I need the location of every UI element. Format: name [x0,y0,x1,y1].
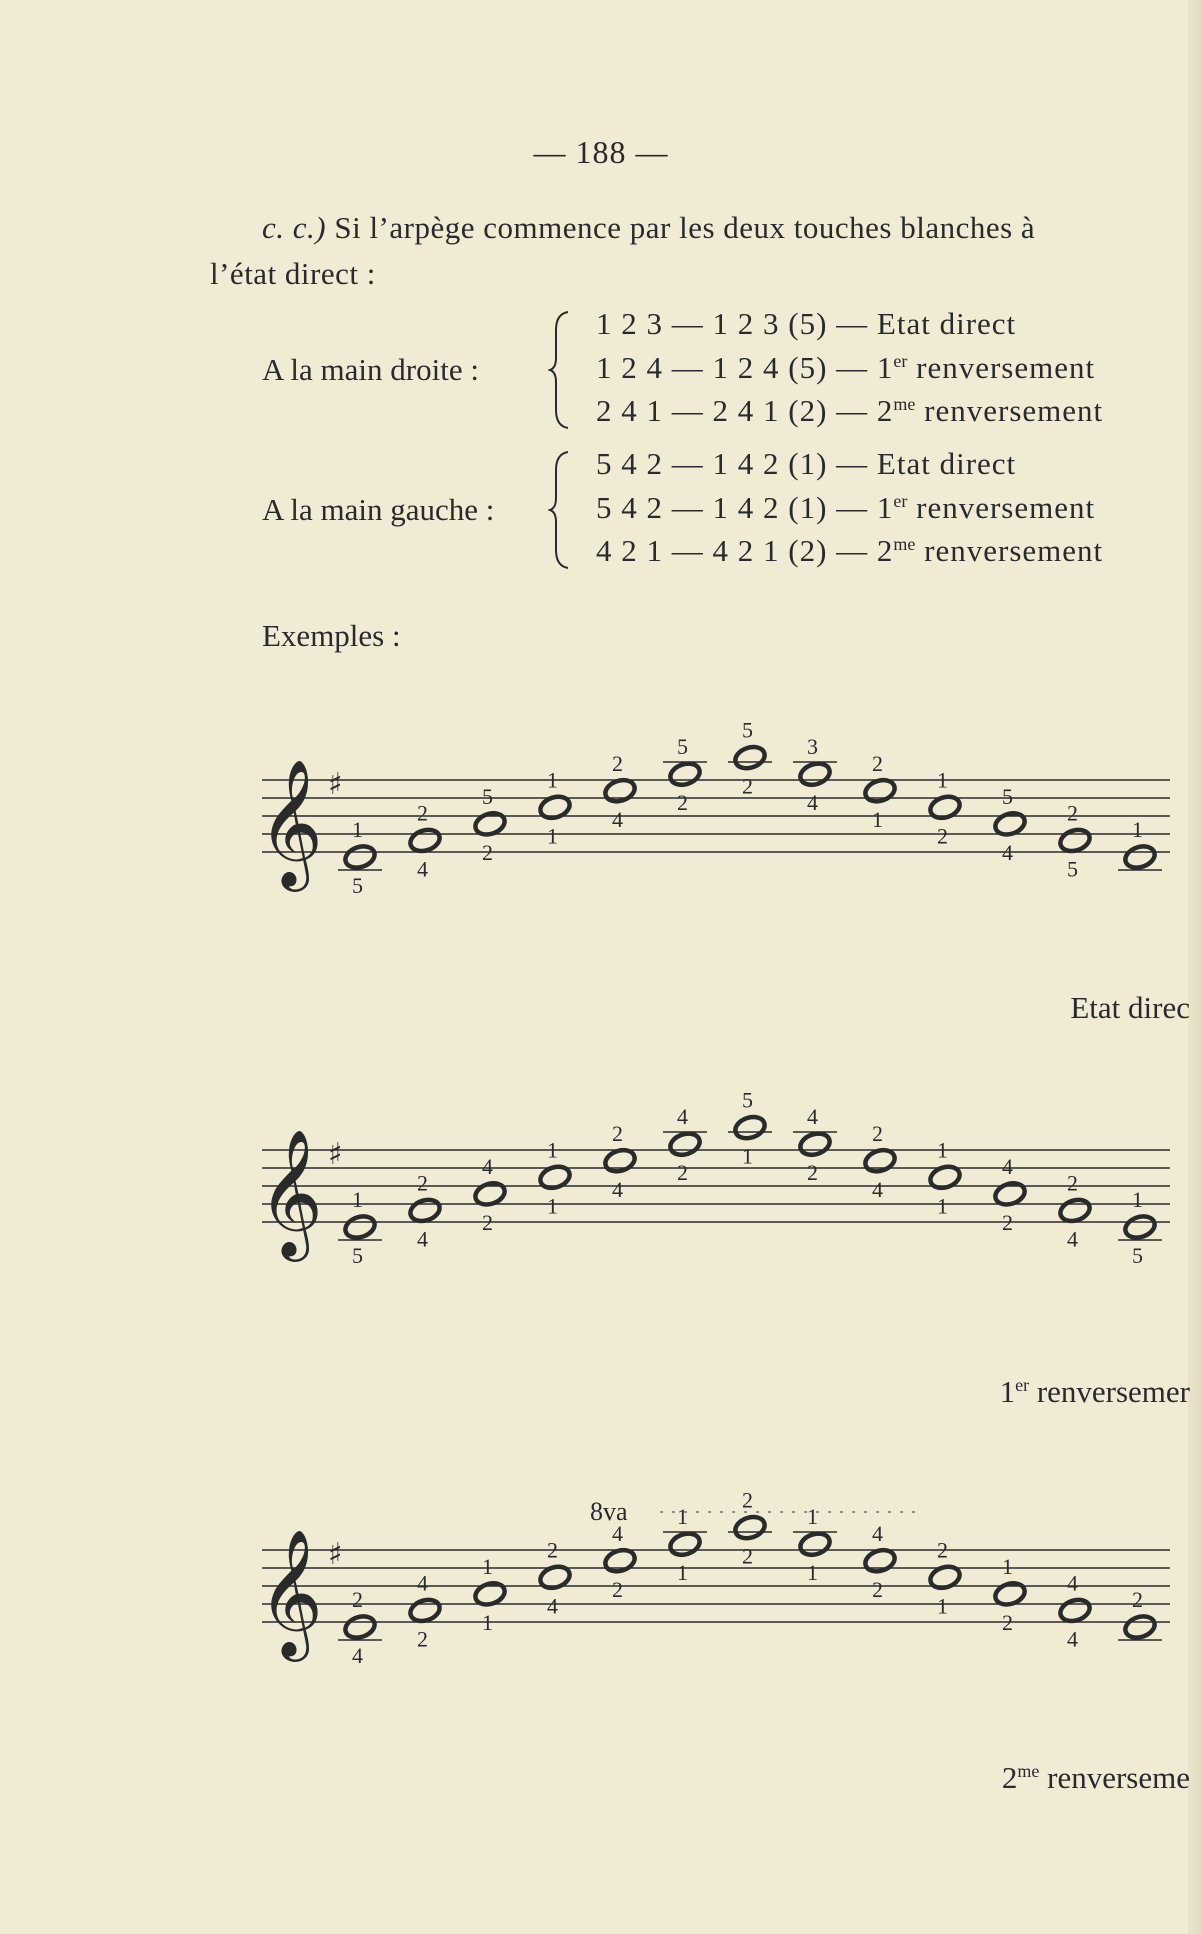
page-number: — 188 — [533,134,669,170]
intro-line-2: l’état direct : [210,256,376,291]
examples-title: Exemples : [262,618,401,653]
finger-number-lower: 2 [612,1576,623,1602]
right-hand-row-3 [596,393,1103,429]
fingering: 1 2 4 — 1 2 4 (5) — [596,350,869,385]
finger-number-upper: 2 [872,1120,883,1146]
left-hand-brace [548,450,576,570]
finger-number-lower: 1 [807,1560,818,1586]
accidental-icon: ♯ [328,1137,343,1172]
ordinal-suffix: me [893,534,916,554]
finger-number-lower: 2 [742,1543,753,1569]
finger-number-upper: 2 [417,1170,428,1196]
finger-number-upper: 1 [1132,817,1143,842]
ordinal: 2 [876,393,894,428]
ottava-mark: 8va [590,1497,628,1526]
finger-number-lower: 5 [1132,1243,1143,1268]
whole-note [408,1596,443,1624]
finger-number-lower: 1 [677,1560,688,1586]
finger-number-lower: 4 [352,1643,363,1668]
ordinal-suffix: er [893,491,908,511]
finger-number-upper: 1 [547,767,558,793]
whole-note [343,1213,378,1241]
accidental-icon: ♯ [328,767,343,802]
accidental-icon: ♯ [328,1537,343,1572]
position-name: renversement [915,393,1104,428]
whole-note [603,777,638,805]
finger-number-lower: 1 [547,1193,558,1219]
finger-number-upper: 4 [872,1520,883,1546]
finger-number-upper: 5 [482,783,493,809]
example-3-caption: $2^{me}$ renverseme [1001,1760,1190,1795]
finger-number-lower: 2 [482,1209,493,1235]
treble-clef-icon: 𝄞 [258,758,324,886]
finger-number-upper: 1 [677,1504,688,1530]
finger-number-lower: 5 [352,1243,363,1268]
finger-number-lower: 2 [677,1160,688,1186]
whole-note [603,1547,638,1575]
finger-number-upper: 1 [807,1504,818,1530]
finger-number-upper: 1 [937,767,948,793]
position-name: renversement [907,490,1096,525]
music-example-2 [0,1070,1180,1290]
music-example-3 [0,1487,1180,1670]
whole-note [603,1147,638,1175]
whole-note [733,743,768,771]
finger-number-lower: 1 [937,1593,948,1619]
finger-number-upper: 3 [807,734,818,760]
finger-number-upper: 5 [742,1087,753,1113]
finger-number-lower: 1 [937,1193,948,1219]
example-1-caption: Etat direc [1070,990,1190,1025]
whole-note [798,1530,833,1558]
finger-number-lower: 1 [872,806,883,832]
finger-number-upper: 2 [872,750,883,776]
whole-note [668,760,703,788]
finger-number-upper: 4 [677,1104,688,1130]
left-hand-row-1 [596,446,1016,482]
finger-number-lower: 4 [1067,1226,1078,1252]
fingering: 2 4 1 — 2 4 1 (2) — [596,393,869,428]
fingering: 5 4 2 — 1 4 2 (1) — [596,490,869,525]
finger-number-lower: 2 [937,823,948,849]
finger-number-lower: 5 [1067,856,1078,882]
whole-note [798,760,833,788]
finger-number-upper: 2 [612,750,623,776]
finger-number-lower: 2 [482,839,493,865]
finger-number-lower: 1 [547,823,558,849]
finger-number-lower: 2 [1002,1609,1013,1635]
right-hand-label: A la main droite : [262,352,479,387]
finger-number-upper: 2 [742,1487,753,1513]
fingering: 4 2 1 — 4 2 1 (2) — [596,533,869,568]
fingering: 1 2 3 — 1 2 3 (5) — [596,306,869,341]
finger-number-upper: 1 [547,1137,558,1163]
music-example-1 [0,700,1180,920]
example-2-caption: 1er renversemer [999,1374,1190,1409]
ordinal: 2 [876,533,894,568]
position-name: Etat direct [876,446,1017,481]
finger-number-upper: 2 [1132,1587,1143,1612]
finger-number-upper: 4 [612,1520,623,1546]
whole-note [1058,1196,1093,1224]
ordinal-suffix: me [893,394,916,414]
finger-number-upper: 1 [482,1553,493,1579]
ordinal: 1 [876,490,894,525]
finger-number-upper: 1 [352,817,363,842]
finger-number-lower: 2 [872,1576,883,1602]
whole-note [1123,1613,1158,1641]
finger-number-lower: 1 [482,1609,493,1635]
section-label: c. c.) [262,210,327,245]
position-name: renversement [907,350,1096,385]
finger-number-upper: 2 [547,1537,558,1563]
finger-number-upper: 1 [1132,1187,1143,1212]
finger-number-lower: 4 [872,1176,883,1202]
finger-number-lower: 4 [417,856,428,882]
finger-number-lower: 4 [807,790,818,816]
finger-number-upper: 4 [482,1153,493,1179]
position-name: Etat direct [876,306,1017,341]
whole-note [408,1196,443,1224]
page-edge [1188,0,1202,1934]
finger-number-upper: 4 [1002,1153,1013,1179]
finger-number-upper: 1 [937,1137,948,1163]
whole-note [798,1130,833,1158]
finger-number-lower: 2 [1002,1209,1013,1235]
finger-number-upper: 2 [352,1587,363,1612]
whole-note [668,1130,703,1158]
left-hand-row-3 [596,533,1103,569]
whole-note [343,1613,378,1641]
whole-note [1123,1213,1158,1241]
right-hand-row-1 [596,306,1016,342]
finger-number-lower: 4 [1002,839,1013,865]
ordinal: 1 [876,350,894,385]
finger-number-upper: 1 [352,1187,363,1212]
intro-line-1 [262,210,1035,246]
right-hand-brace [548,310,576,430]
ordinal-suffix: er [893,351,908,371]
left-hand-label: A la main gauche : [262,492,495,527]
whole-note [343,843,378,871]
intro-text-1: Si l’arpège commence par les deux touches blanches à [326,210,1036,245]
finger-number-lower: 4 [417,1226,428,1252]
finger-number-lower: 2 [807,1160,818,1186]
finger-number-upper: 2 [417,800,428,826]
whole-note [863,777,898,805]
whole-note [733,1113,768,1141]
finger-number-upper: 2 [1067,800,1078,826]
treble-clef-icon: 𝄞 [258,1528,324,1656]
finger-number-lower: 4 [612,806,623,832]
whole-note [408,826,443,854]
finger-number-lower: 5 [352,873,363,898]
treble-clef-icon: 𝄞 [258,1128,324,1256]
finger-number-lower: 2 [742,773,753,799]
whole-note [863,1547,898,1575]
finger-number-lower: 4 [547,1593,558,1619]
finger-number-lower: 2 [417,1626,428,1652]
left-hand-row-2 [596,490,1095,526]
finger-number-upper: 5 [677,734,688,760]
whole-note [1058,826,1093,854]
finger-number-upper: 1 [1002,1553,1013,1579]
finger-number-upper: 4 [417,1570,428,1596]
position-name: renversement [915,533,1104,568]
finger-number-upper: 4 [1067,1570,1078,1596]
finger-number-upper: 5 [1002,783,1013,809]
whole-note [733,1513,768,1541]
finger-number-lower: 4 [1067,1626,1078,1652]
finger-number-upper: 2 [937,1537,948,1563]
right-hand-row-2 [596,350,1095,386]
finger-number-lower: 4 [612,1176,623,1202]
finger-number-lower: 1 [742,1143,753,1169]
whole-note [1123,843,1158,871]
fingering: 5 4 2 — 1 4 2 (1) — [596,446,869,481]
finger-number-upper: 2 [612,1120,623,1146]
finger-number-upper: 2 [1067,1170,1078,1196]
finger-number-upper: 5 [742,717,753,743]
finger-number-lower: 2 [677,790,688,816]
whole-note [668,1530,703,1558]
whole-note [863,1147,898,1175]
finger-number-upper: 4 [807,1104,818,1130]
whole-note [1058,1596,1093,1624]
